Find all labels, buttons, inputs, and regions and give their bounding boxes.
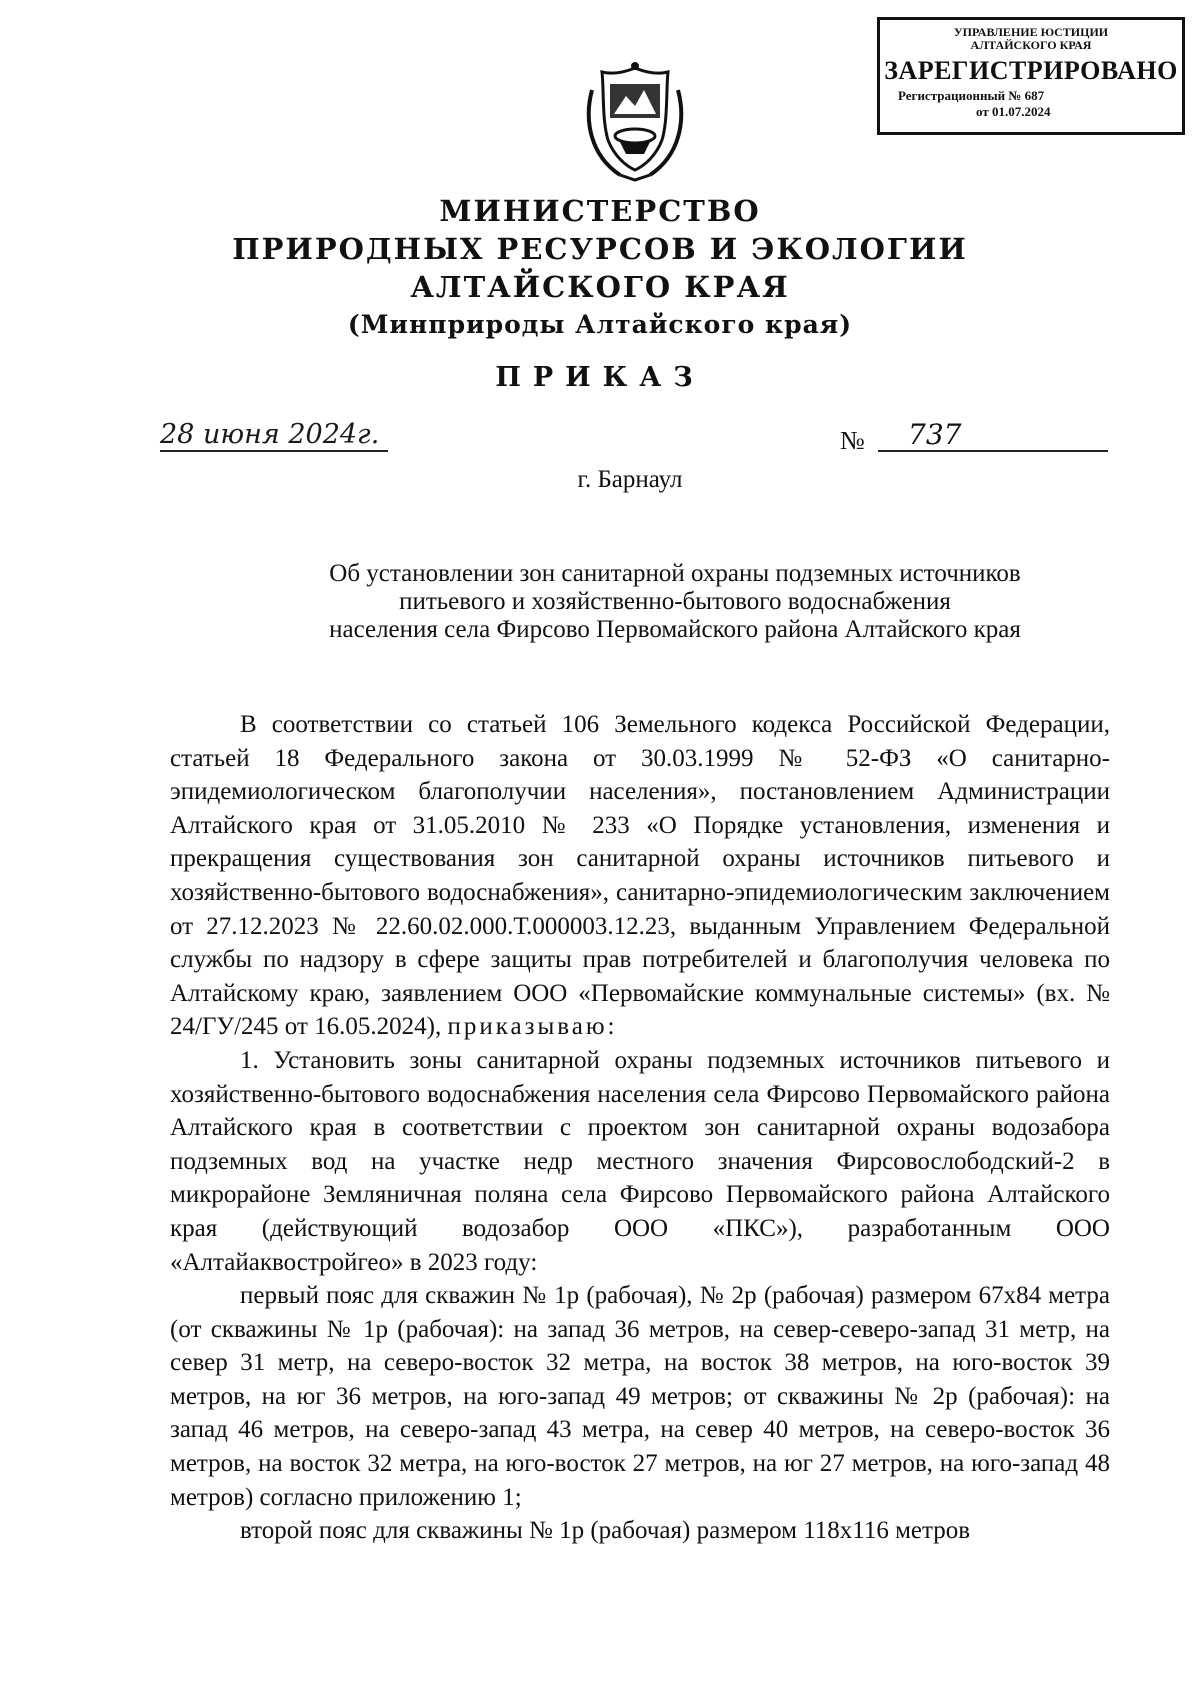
coat-of-arms-emblem xyxy=(580,60,690,182)
handwritten-number: 737 xyxy=(878,420,1108,452)
city: г. Барнаул xyxy=(577,466,683,493)
ministry-line1: МИНИСТЕРСТВО xyxy=(439,194,761,228)
stamp-org-line1: УПРАВЛЕНИЕ ЮСТИЦИИ xyxy=(953,25,1109,39)
stamp-org-line2: АЛТАЙСКОГО КРАЯ xyxy=(970,38,1092,52)
stamp-reg-date: от 01.07.2024 xyxy=(976,104,1051,119)
subject-line3: населения села Фирсово Первомайского района Алтайского края xyxy=(329,616,1021,643)
subject-line2: питьевого и хозяйственно-бытового водоснабжения xyxy=(399,588,951,615)
preamble-text: В соответствии со статьей 106 Земельного кодекса Российской Федерации, статьей 18 Федерального закона от 30.03.1999 № 52-ФЗ «О санитарно-эпидемиологическом благополучии населения», постановлением Администрации Алтайского края от 31.05.2010 № 233 «О Порядке установления, изменения и прекращения существования зон санитарной охраны источников питьевого и хозяйственно-бытового водоснабжения», санитарно-эпидемиологическим заключением от 27.12.2023 № 22.60.02.000.Т.000003.12.23, выданным Управлением Федеральной службы по надзору в сфере защиты прав потребителей и благополучия человека по Алтайскому краю, заявлением ООО «Первомайские коммунальные системы» (вх. № 24/ГУ/245 от 16.05.2024), xyxy=(170,711,1110,1041)
document-body xyxy=(170,708,1110,1548)
order-subject xyxy=(260,560,1090,644)
ministry-line2: ПРИРОДНЫХ РЕСУРСОВ И ЭКОЛОГИИ xyxy=(232,232,968,266)
order-word: приказываю: xyxy=(447,1013,618,1041)
number-sign: № xyxy=(840,426,865,455)
ministry-header xyxy=(0,192,1200,344)
paragraph-first-zone: первый пояс для скважин № 1р (рабочая), № 2р (рабочая) размером 67х84 метра (от скважины № 1р (рабочая): на запад 36 метров, на север-северо-запад 31 метр, на север 31 метр, на северо-восток 32 метра, на восток 38 метров, на юго-восток 39 метров, на юг 36 метров, на юго-запад 49 метров; от скважины № 2р (рабочая): на запад 46 метров, на северо-запад 43 метра, на север 40 метров, на северо-восток 36 метров, на восток 32 метра, на юго-восток 27 метров, на юг 27 метров, на юго-запад 48 метров) согласно приложению 1; xyxy=(170,1282,1110,1511)
stamp-reg-number: Регистрационный № 687 xyxy=(898,88,1045,103)
subject-line1: Об установлении зон санитарной охраны подземных источников xyxy=(329,560,1021,587)
paragraph-second-zone: второй пояс для скважины № 1р (рабочая) размером 118х116 метров xyxy=(240,1517,971,1545)
document-type-title: ПРИКАЗ xyxy=(495,362,705,393)
handwritten-date: 28 июня 2024г. xyxy=(160,420,388,452)
registration-stamp xyxy=(877,17,1185,135)
paragraph-item-1: 1. Установить зоны санитарной охраны подземных источников питьевого и хозяйственно-бытового водоснабжения населения села Фирсово Первомайского района Алтайского края в соответствии с проектом зон санитарной охраны водозабора подземных вод на участке недр местного значения Фирсовослободский-2 в микрорайоне Земляничная поляна села Фирсово Первомайского района Алтайского края (действующий водозабор ООО «ПКС»), разработанным ООО «Алтайаквостройгео» в 2023 году: xyxy=(170,1046,1110,1276)
stamp-status: ЗАРЕГИСТРИРОВАНО xyxy=(884,56,1178,85)
ministry-line3: АЛТАЙСКОГО КРАЯ xyxy=(410,270,790,304)
paragraph-preamble xyxy=(170,708,1110,1044)
ministry-short-name: (Минприроды Алтайского края) xyxy=(347,310,853,339)
